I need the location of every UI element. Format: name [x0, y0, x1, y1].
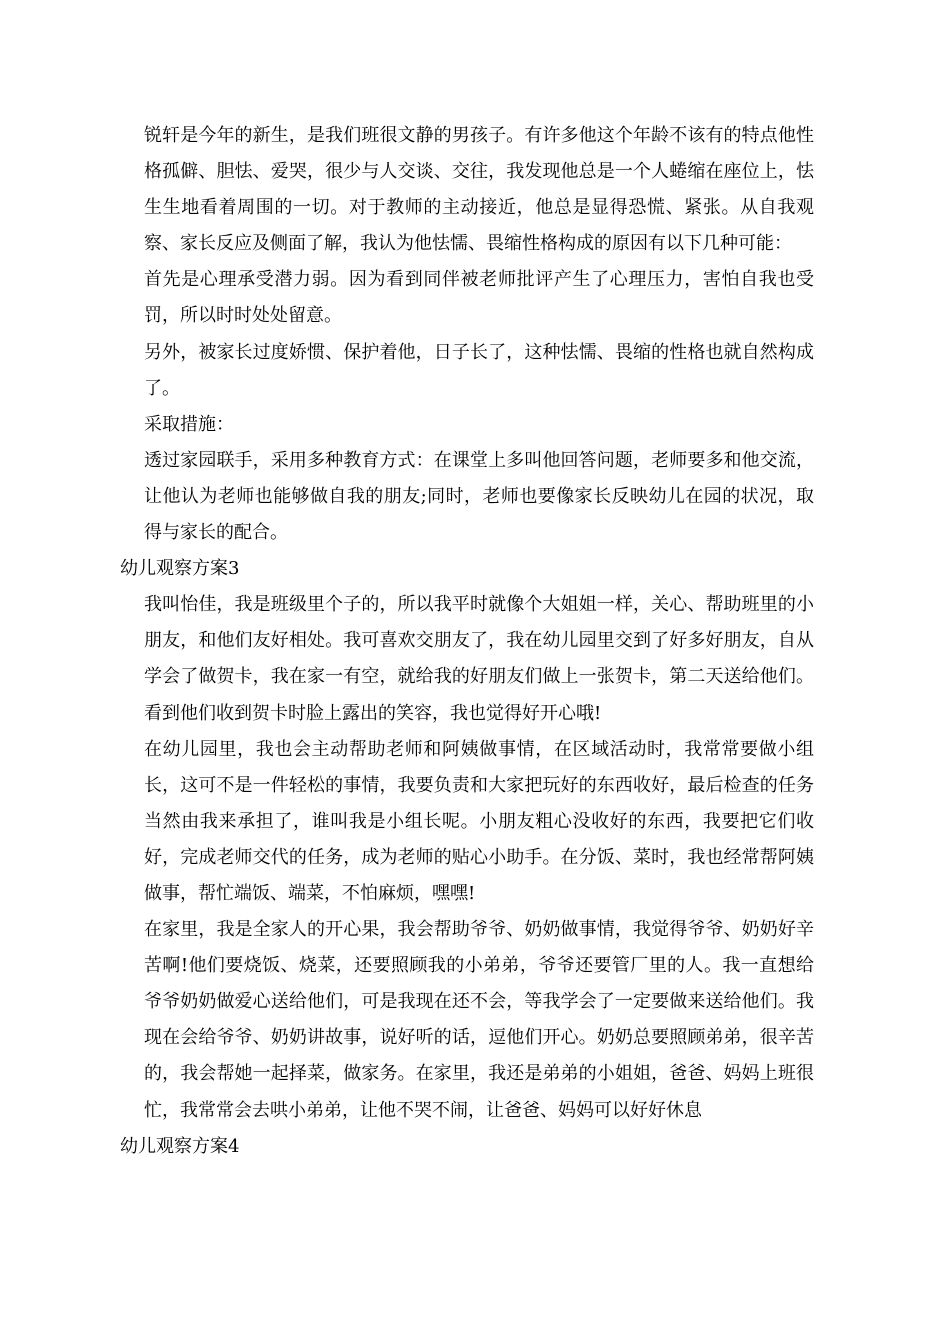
paragraph-measures: 透过家园联手，采用多种教育方式：在课堂上多叫他回答问题，老师要多和他交流，让他认为老师也能够做自我的朋友;同时，老师也要像家长反映幼儿在园的状况，取得与家长的配合。 — [144, 449, 814, 544]
paragraph-yijia-intro: 我叫怡佳，我是班级里个子的，所以我平时就像个大姐姐一样，关心、帮助班里的小朋友，和他们友好相处。我可喜欢交朋友了，我在幼儿园里交到了好多好朋友，自从学会了做贺卡，我在家一有空，就给我的好朋友们做上一张贺卡，第二天送给他们。看到他们收到贺卡时脸上露出的笑容，我也觉得好开心哦! — [144, 594, 814, 724]
section-heading-plan-3: 幼儿观察方案3 — [120, 558, 240, 580]
document-page — [120, 118, 814, 1165]
section-heading-plan-4: 幼儿观察方案4 — [120, 1135, 240, 1157]
paragraph-reason-first: 首先是心理承受潜力弱。因为看到同伴被老师批评产生了心理压力，害怕自我也受罚，所以时时处处留意。 — [144, 269, 814, 327]
paragraph-ruixuan-intro: 锐轩是今年的新生，是我们班很文静的男孩子。有许多他这个年龄不该有的特点他性格孤僻、胆怯、爱哭，很少与人交谈、交往，我发现他总是一个人蜷缩在座位上，怯生生地看着周围的一切。对于教师的主动接近，他总是显得恐慌、紧张。从自我观察、家长反应及侧面了解，我认为他怯懦、畏缩性格构成的原因有以下几种可能： — [144, 125, 814, 255]
paragraph-reason-other: 另外，被家长过度娇惯、保护着他，日子长了，这种怯懦、畏缩的性格也就自然构成了。 — [144, 341, 814, 399]
paragraph-measures-label: 采取措施： — [144, 413, 234, 435]
paragraph-yijia-home: 在家里，我是全家人的开心果，我会帮助爷爷、奶奶做事情，我觉得爷爷、奶奶好辛苦啊!他们要烧饭、烧菜，还要照顾我的小弟弟，爷爷还要管厂里的人。我一直想给爷爷奶奶做爱心送给他们，可是我现在还不会，等我学会了一定要做来送给他们。我现在会给爷爷、奶奶讲故事，说好听的话，逗他们开心。奶奶总要照顾弟弟，很辛苦的，我会帮她一起择菜，做家务。在家里，我还是弟弟的小姐姐，爸爸、妈妈上班很忙，我常常会去哄小弟弟，让他不哭不闹，让爸爸、妈妈可以好好休息 — [144, 919, 814, 1121]
paragraph-yijia-kindergarten: 在幼儿园里，我也会主动帮助老师和阿姨做事情，在区域活动时，我常常要做小组长，这可不是一件轻松的事情，我要负责和大家把玩好的东西收好，最后检查的任务当然由我来承担了，谁叫我是小组长呢。小朋友粗心没收好的东西，我要把它们收好，完成老师交代的任务，成为老师的贴心小助手。在分饭、菜时，我也经常帮阿姨做事，帮忙端饭、端菜，不怕麻烦，嘿嘿! — [144, 738, 814, 904]
